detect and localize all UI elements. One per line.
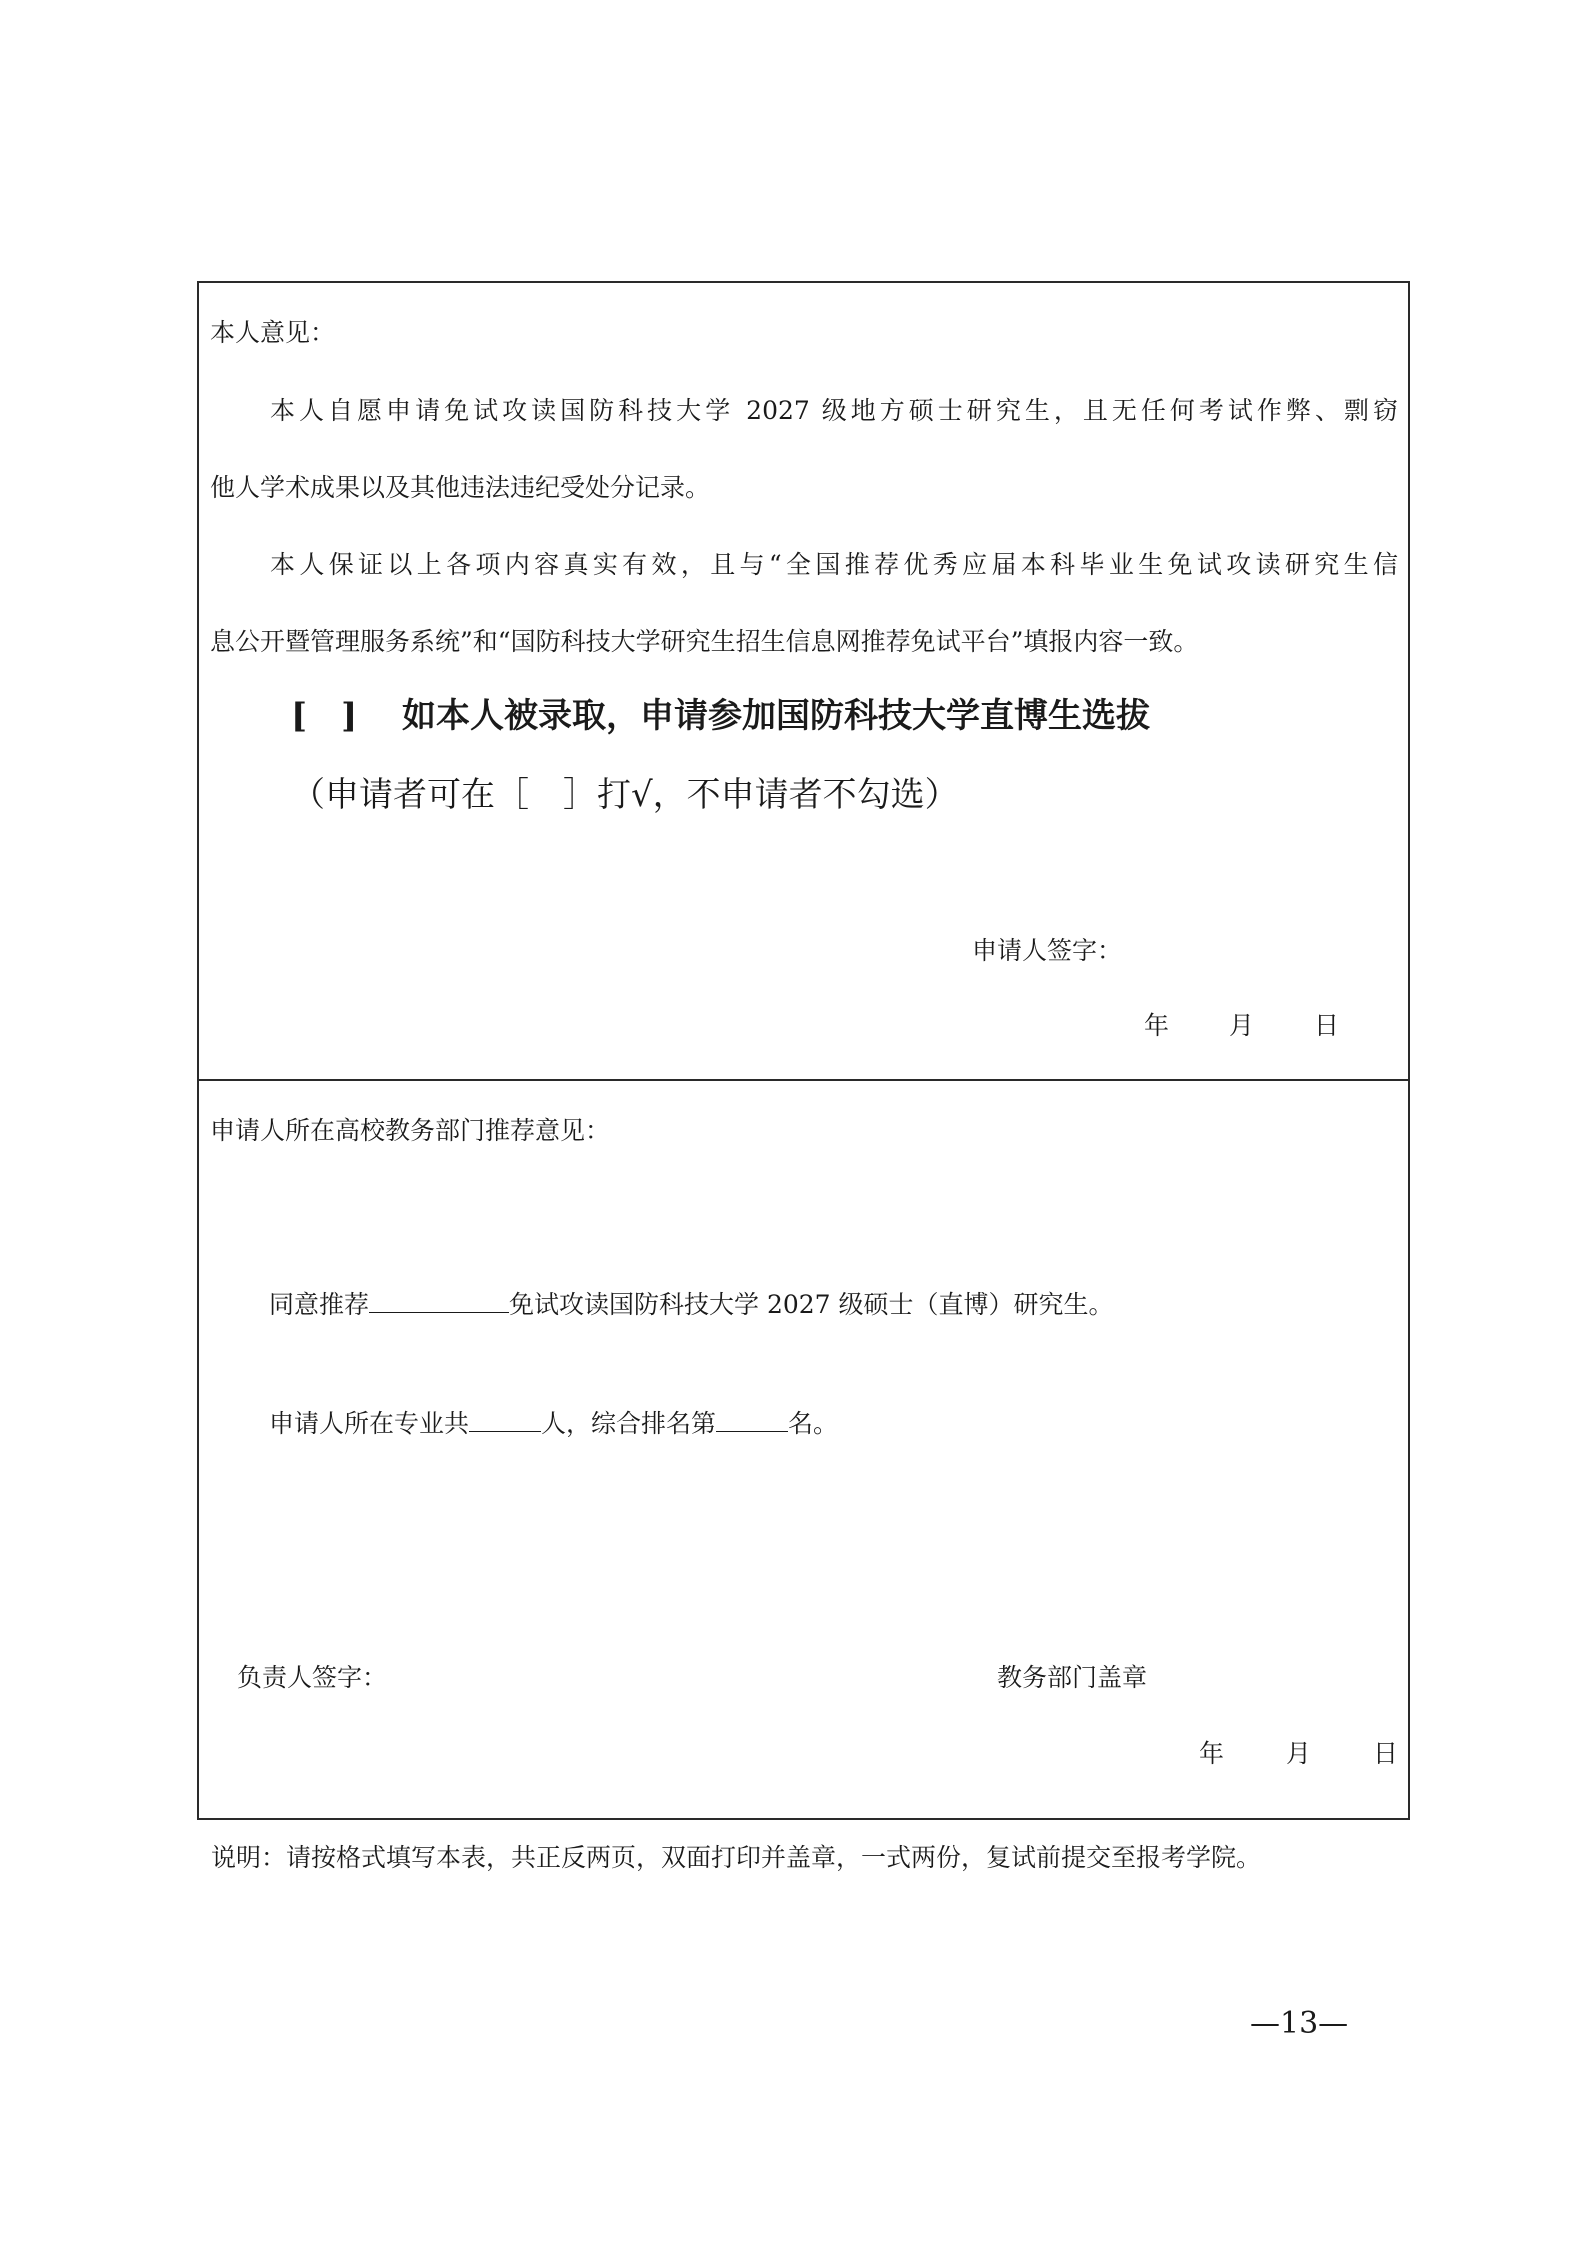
self-opinion-heading: 本人意见： — [210, 318, 336, 347]
school-date-month: 月 — [1286, 1739, 1312, 1768]
school-date-year: 年 — [1199, 1739, 1225, 1768]
self-opinion-para2-line1: 本人保证以上各项内容真实有效，且与“全国推荐优秀应届本科毕业生免试攻读研究生信 — [270, 550, 1398, 579]
self-date-day: 日 — [1314, 1011, 1340, 1040]
self-opinion-para2-line2: 息公开暨管理服务系统”和“国防科技大学研究生招生信息网推荐免试平台”填报内容一致。 — [210, 627, 1199, 656]
self-opinion-para1-line2: 他人学术成果以及其他违法违纪受处分记录。 — [210, 473, 711, 502]
applicant-signature-label: 申请人签字： — [972, 936, 1123, 965]
ranking-suffix: 名。 — [788, 1409, 839, 1438]
recommend-line — [269, 1288, 1114, 1321]
page-number: —13— — [1250, 2006, 1349, 2041]
self-opinion-para1-line1: 本人自愿申请免试攻读国防科技大学 2027 级地方硕士研究生，且无任何考试作弊、剽窃 — [270, 396, 1398, 425]
school-opinion-heading: 申请人所在高校教务部门推荐意见： — [210, 1116, 611, 1145]
major-total-blank[interactable] — [469, 1407, 541, 1432]
direct-phd-hint: （申请者可在［ ］打√，不申请者不勾选） — [291, 775, 959, 815]
rank-blank[interactable] — [716, 1407, 788, 1432]
recommend-suffix: 免试攻读国防科技大学 2027 级硕士（直博）研究生。 — [509, 1290, 1114, 1319]
application-form-table — [197, 281, 1410, 1820]
self-date-year: 年 — [1144, 1011, 1170, 1040]
self-date-month: 月 — [1229, 1011, 1255, 1040]
ranking-line — [269, 1407, 838, 1440]
responsible-signature-label: 负责人签字： — [237, 1663, 388, 1692]
recommend-school-blank[interactable] — [369, 1288, 509, 1313]
footer-note: 说明：请按格式填写本表，共正反两页，双面打印并盖章，一式两份，复试前提交至报考学院。 — [211, 1843, 1262, 1872]
section-divider — [199, 1079, 1408, 1081]
direct-phd-checkbox[interactable]: [ ] — [291, 696, 358, 736]
ranking-prefix: 申请人所在专业共 — [269, 1409, 470, 1438]
ranking-middle: 人，综合排名第 — [541, 1409, 717, 1438]
school-date-day: 日 — [1373, 1739, 1399, 1768]
stamp-label: 教务部门盖章 — [997, 1663, 1148, 1692]
direct-phd-option-label: 如本人被录取，申请参加国防科技大学直博生选拔 — [402, 696, 1150, 736]
recommend-prefix: 同意推荐 — [269, 1290, 370, 1319]
